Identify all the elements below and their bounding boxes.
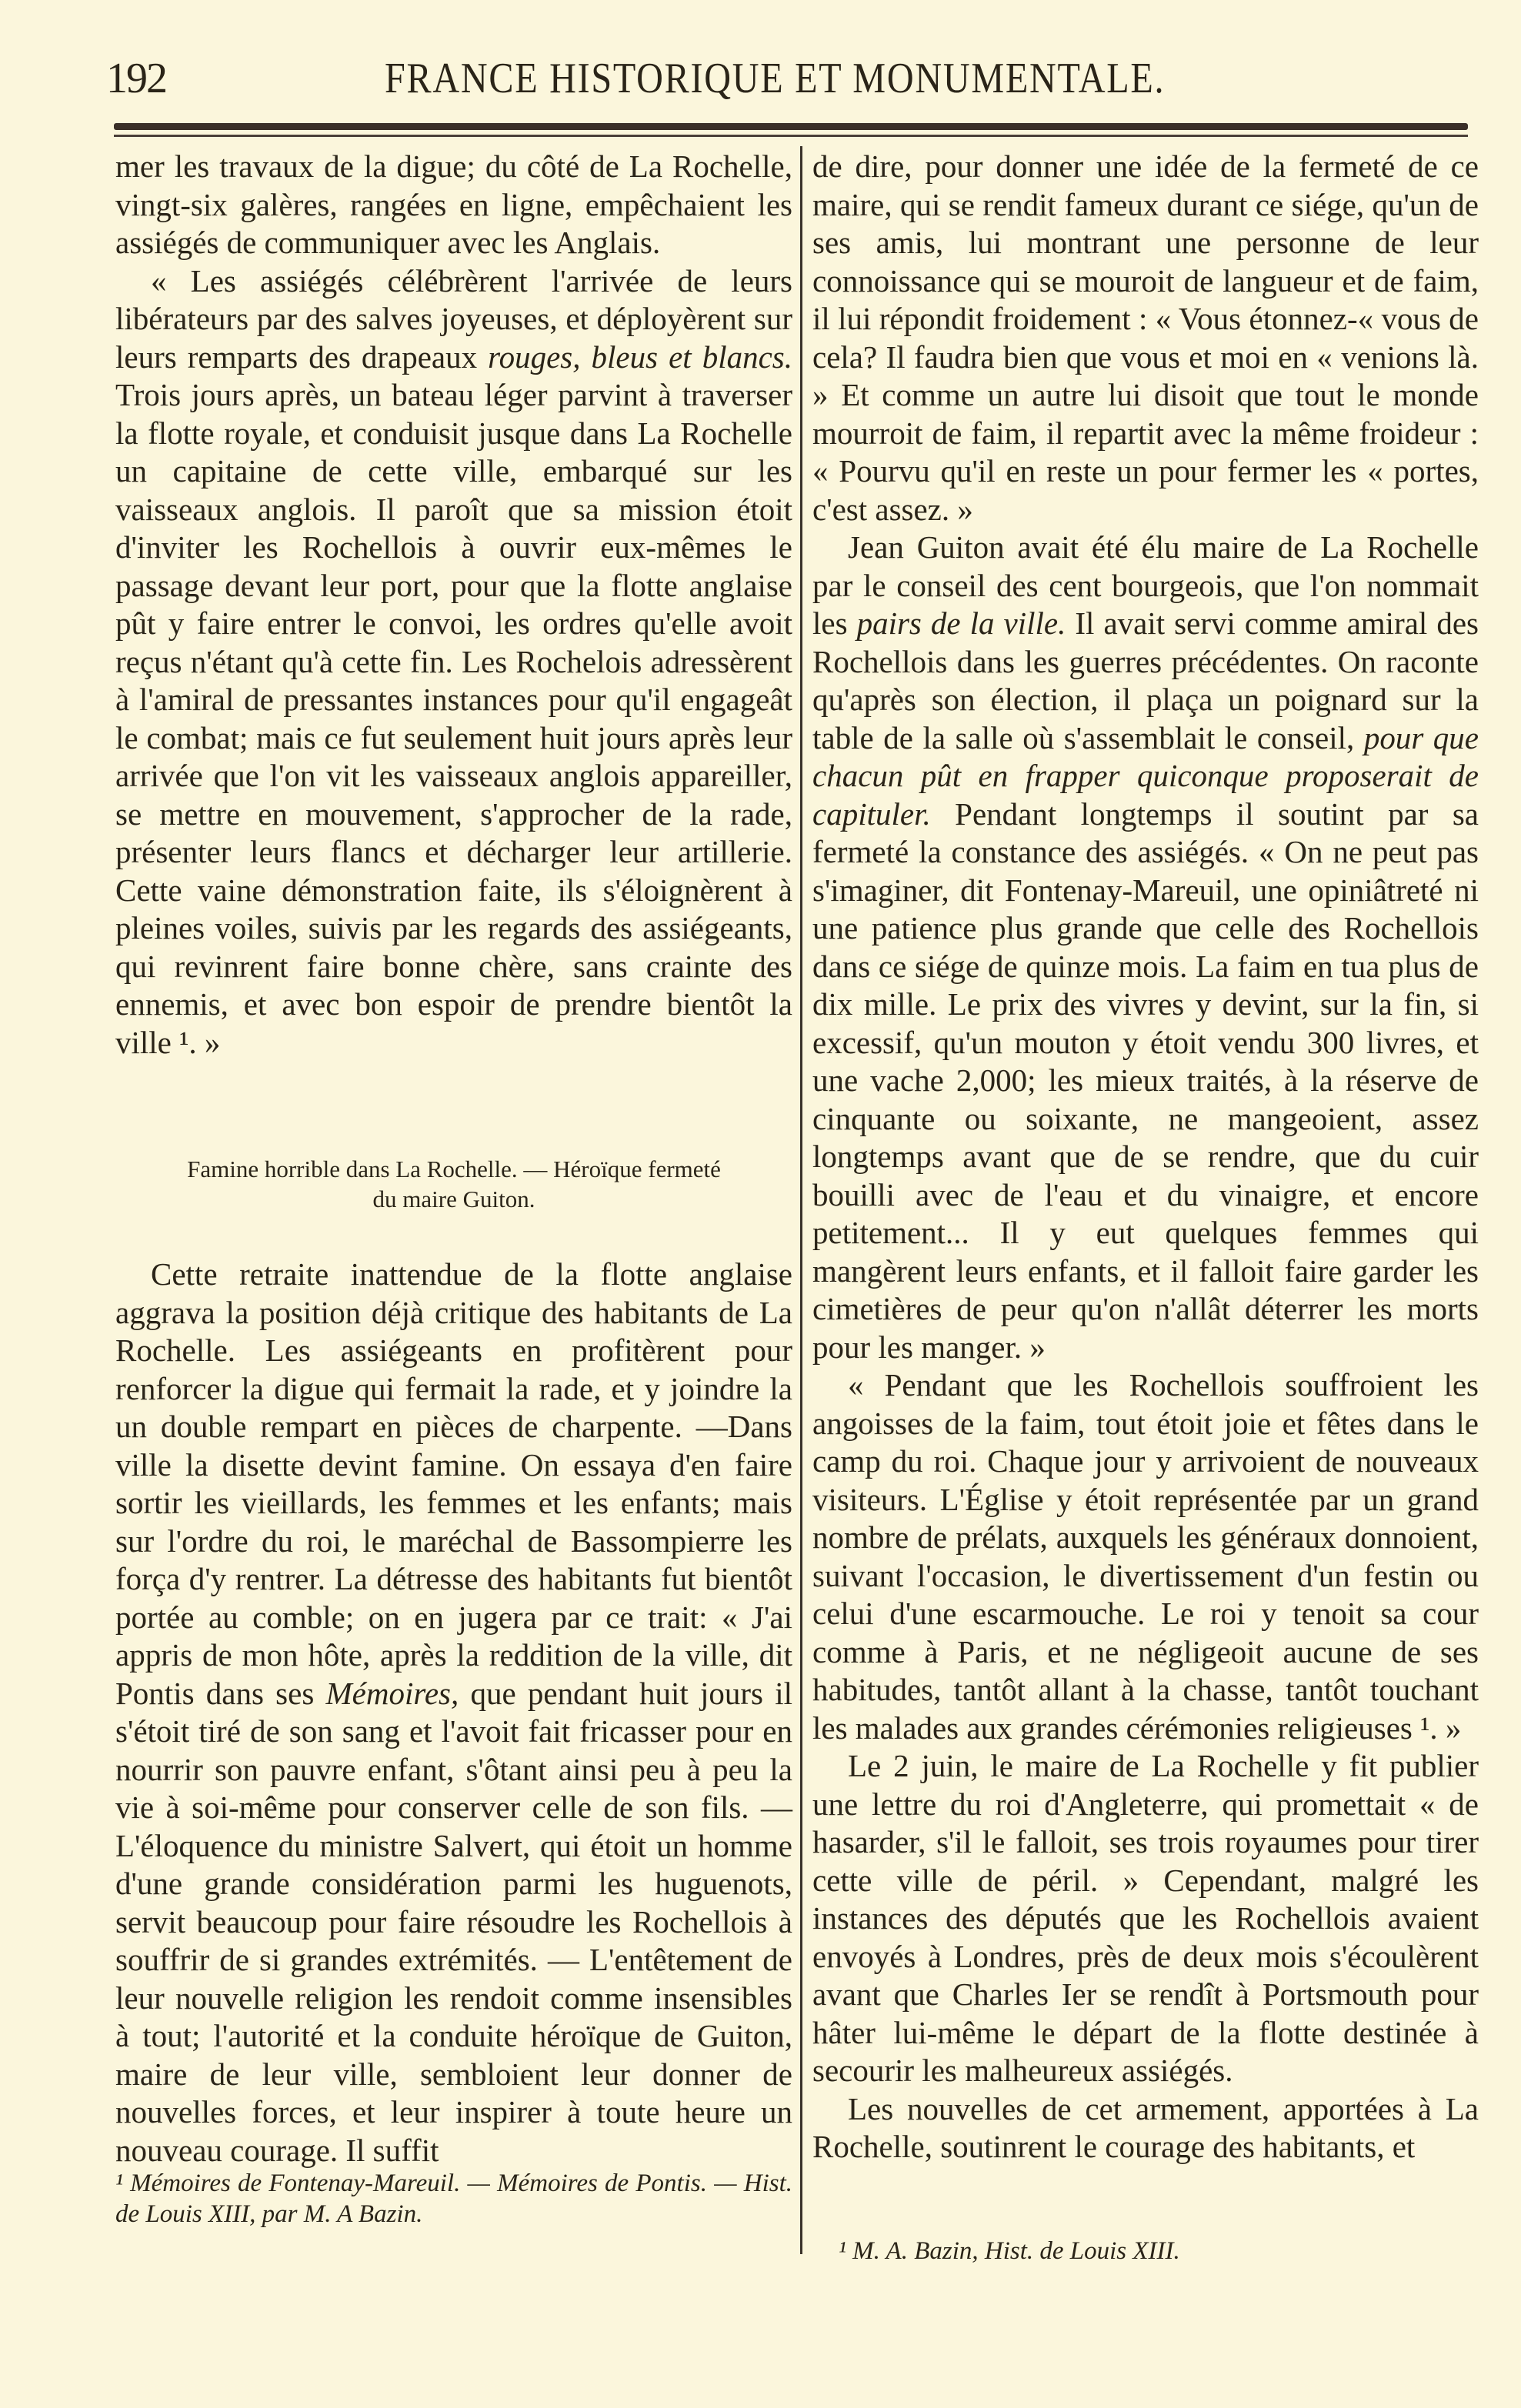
paragraph: [115, 148, 792, 262]
page-number: 192: [106, 55, 166, 102]
section-heading-line-1: Famine horrible dans La Rochelle. — Héroïque fermeté: [187, 1156, 721, 1182]
text-run: Cette retraite inattendue de la flotte anglaise aggrava la position déjà critique des habitants de La Rochelle. Les assiégeants en profitèrent pour renforcer la digue qui fermait la rade, et y joindre la un double rempart en pièces de charpente. —Dans ville la disette devint famine. On essaya d'en faire sortir les vieillards, les femmes et les enfants; mais sur l'ordre du roi, le maréchal de Bassompierre les força d'y rentrer. La détresse des habitants fut bientôt portée au comble; on en jugera par ce trait: « J'ai appris de mon hôte, après la reddition de la ville, dit Pontis dans ses: [115, 1256, 792, 1711]
paragraph: [115, 1256, 792, 2170]
right-column: [812, 148, 1479, 2166]
running-title: FRANCE HISTORIQUE ET MONUMENTALE.: [385, 55, 1166, 102]
text-run: mer les travaux de la digue; du côté de La Rochelle, vingt-six galères, rangées en ligne, empêchaient les assiégés de communiquer avec les Anglais.: [115, 148, 792, 260]
italic-text: Mémoires,: [325, 1675, 459, 1711]
text-run: Trois jours après, un bateau léger parvint à traverser la flotte royale, et conduisit jusque dans La Rochelle un capitaine de cette ville, embarqué sur les vaisseaux anglois. Il paroît que sa mission étoit d'inviter les Rochellois à ouvrir eux-mêmes le passage devant leur port, pour que la flotte anglaise pût y faire entrer le convoi, les ordres qu'elle avoit reçus n'étant qu'à cette fin. Les Rochelois adressèrent à l'amiral de pressantes instances pour qu'il engageât le combat; mais ce fut seulement huit jours après leur arrivée que l'on vit les vaisseaux anglois appareiller, se mettre en mouvement, s'approcher de la rade, présenter leurs flancs et décharger leur artillerie. Cette vaine démonstration faite, ils s'éloignèrent à pleines voiles, suivis par les regards des assiégeants, qui revinrent faire bonne chère, sans crainte des ennemis, et avec bon espoir de prendre bientôt la ville ¹. »: [115, 377, 792, 1060]
header-rule: [114, 123, 1468, 130]
paragraph: [812, 2090, 1479, 2166]
paragraph: [115, 262, 792, 1062]
text-run: Le 2 juin, le maire de La Rochelle y fit publier une lettre du roi d'Angleterre, qui promettait « de hasarder, s'il le falloit, ses trois royaumes pour tirer cette ville de péril. » Cependant, malgré les instances des députés que les Rochellois avaient envoyés à Londres, près de deux mois s'écoulèrent avant que Charles Ier se rendît à Portsmouth pour hâter lui-même le départ de la flotte destinée à secourir les malheureux assiégés.: [812, 1748, 1479, 2088]
header-rule-thin: [114, 135, 1468, 137]
right-footnote: ¹ M. A. Bazin, Hist. de Louis XIII.: [839, 2237, 1180, 2265]
left-column-bottom: [115, 1256, 792, 2170]
paragraph: [812, 148, 1479, 529]
text-run: Il avait servi comme amiral des Rochellois dans les guerres précédentes. On raconte qu'après son élection, il plaça un poignard sur la table de la salle où s'assemblait le conseil,: [812, 605, 1479, 755]
italic-text: pour que chacun pût en frapper quiconque proposerait de capituler.: [812, 719, 1479, 832]
text-run: « Pendant que les Rochellois souffroient les angoisses de la faim, tout étoit joie et fêtes dans le camp du roi. Chaque jour y arrivoient de nouveaux visiteurs. L'Église y étoit représentée par un grand nombre de prélats, auxquels les généraux donnoient, suivant l'occasion, le divertissement d'un festin ou celui d'une escarmouche. Le roi y tenoit sa cour comme à Paris, et ne négligeoit aucune de ses habitudes, tantôt allant à la chasse, tantôt touchant les malades aux grandes cérémonies religieuses ¹. »: [812, 1367, 1479, 1746]
paragraph: [812, 1366, 1479, 1747]
text-run: Pendant longtemps il soutint par sa fermeté la constance des assiégés. « On ne peut pas s'imaginer, dit Fontenay-Mareuil, une opiniâtreté ni une patience plus grande que celle des Rochellois dans ce siége de quinze mois. La faim en tua plus de dix mille. Le prix des vivres y devint, sur la fin, si excessif, qu'un mouton y étoit vendu 300 livres, et une vache 2,000; les mieux traités, à la réserve de cinquante ou soixante, ne mangeoient, assez longtemps avant que de se rendre, que du cuir bouilli avec de l'eau et du vinaigre, et encore petitement... Il y eut quelques femmes qui mangèrent leurs enfants, et il falloit faire garder les cimetières de peur qu'on n'allât déterrer les morts pour les manger. »: [812, 795, 1479, 1365]
text-run: de dire, pour donner une idée de la fermeté de ce maire, qui se rendit fameux durant ce siége, qu'un de ses amis, lui montrant une personne de leur connoissance qui se mouroit de langueur et de faim, il lui répondit froidement : « Vous étonnez-« vous de cela? Il faudra bien que vous et moi en « venions là. » Et comme un autre lui disoit que tout le monde mourroit de faim, il repartit avec la même froideur : « Pourvu qu'il en reste un pour fermer les « portes, c'est assez. »: [812, 148, 1479, 527]
text-run: que pendant huit jours il s'étoit tiré de son sang et l'avoit fait fricasser pour en nourrir son pauvre enfant, s'ôtant ainsi peu à peu la vie à soi-même pour conserver celle de son fils. — L'éloquence du ministre Salvert, qui étoit un homme d'une grande considération parmi les huguenots, servit beaucoup pour faire résoudre les Rochellois à souffrir de si grandes extrémités. — L'entêtement de leur nouvelle religion les rendoit comme insensibles à tout; l'autorité et la conduite héroïque de Guiton, maire de leur ville, sembloient leur donner de nouvelles forces, et leur inspirer à toute heure un nouveau courage. Il suffit: [115, 1675, 792, 2168]
paragraph: [812, 529, 1479, 1366]
section-heading-line-2: du maire Guiton.: [372, 1186, 535, 1212]
column-divider: [800, 146, 802, 2254]
text-run: Jean Guiton avait été élu maire de La Rochelle par le conseil des cent bourgeois, que l'on nommait les: [812, 529, 1479, 641]
text-run: « Les assiégés célébrèrent l'arrivée de leurs libérateurs par des salves joyeuses, et déployèrent sur leurs remparts des drapeaux: [115, 262, 792, 375]
left-footnote: ¹ Mémoires de Fontenay-Mareuil. — Mémoires de Pontis. — Hist. de Louis XIII, par M. A Bazin.: [115, 2170, 792, 2228]
left-column-top: [115, 148, 792, 1062]
paragraph: [812, 1747, 1479, 2090]
section-heading: [115, 1154, 792, 1214]
italic-text: rouges, bleus et blancs.: [488, 339, 793, 375]
italic-text: pairs de la ville.: [856, 605, 1066, 641]
text-run: Les nouvelles de cet armement, apportées à La Rochelle, soutinrent le courage des habitants, et: [812, 2090, 1479, 2164]
